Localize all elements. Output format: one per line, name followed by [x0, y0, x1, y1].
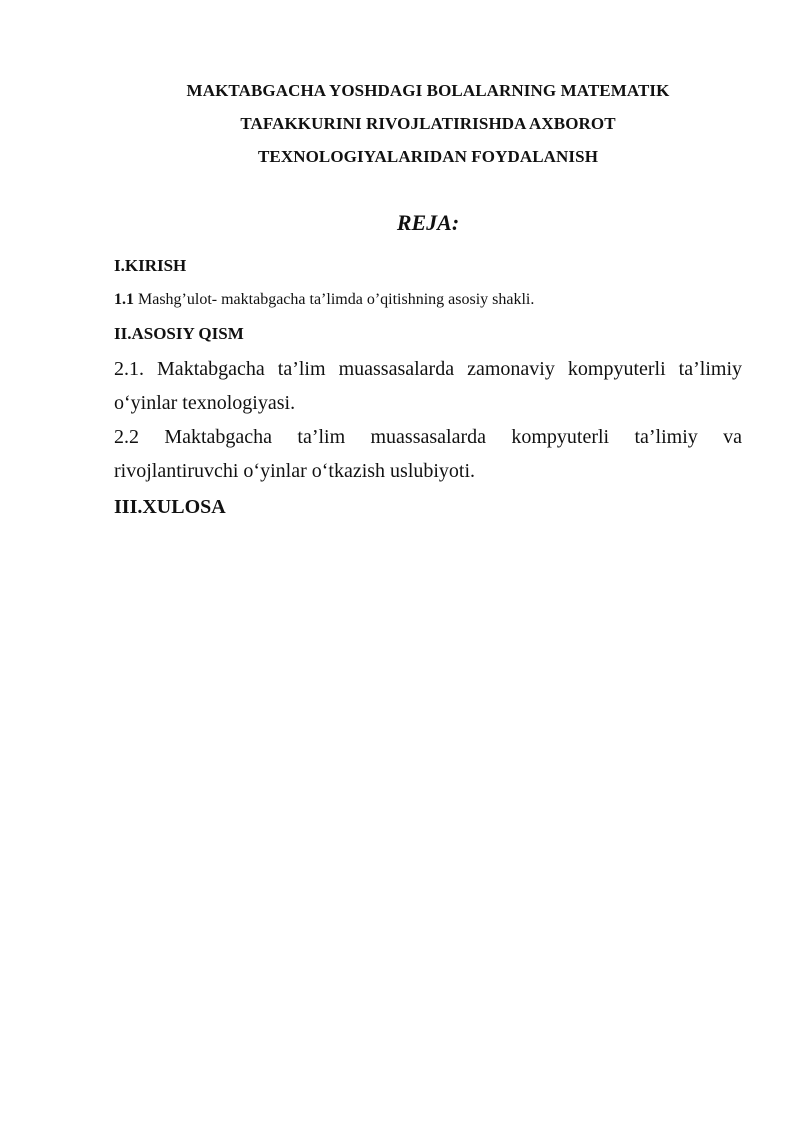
main-item-2: 2.2 Maktabgacha ta’lim muassasalarda kompyuterli ta’limiy va rivojlantiruvchi o‘yinlar o‘tkazish uslubiyoti. — [114, 426, 742, 482]
title-line-2: TAFAKKURINI RIVOJLATIRISHDA AXBOROT — [240, 114, 616, 133]
title-line-1: MAKTABGACHA YOSHDAGI BOLALARNING MATEMATIK — [186, 81, 670, 100]
main-item-1: 2.1. Maktabgacha ta’lim muassasalarda zamonaviy kompyuterli ta’limiy o‘yinlar texnologiyasi. — [114, 358, 742, 414]
intro-item-text: Mashg’ulot- maktabgacha ta’limda o’qitishning asosiy shakli. — [134, 291, 535, 308]
intro-item-number: 1.1 — [114, 291, 134, 308]
title-line-3: TEXNOLOGIYALARIDAN FOYDALANISH — [257, 147, 599, 166]
plan-heading: REJA: — [396, 210, 460, 235]
intro-heading: I.KIRISH — [114, 256, 187, 275]
document-title — [100, 74, 756, 173]
plan-content — [114, 252, 742, 524]
intro-item — [114, 288, 742, 312]
conclusion-heading: III.XULOSA — [114, 496, 226, 518]
main-heading: II.ASOSIY QISM — [114, 324, 244, 343]
